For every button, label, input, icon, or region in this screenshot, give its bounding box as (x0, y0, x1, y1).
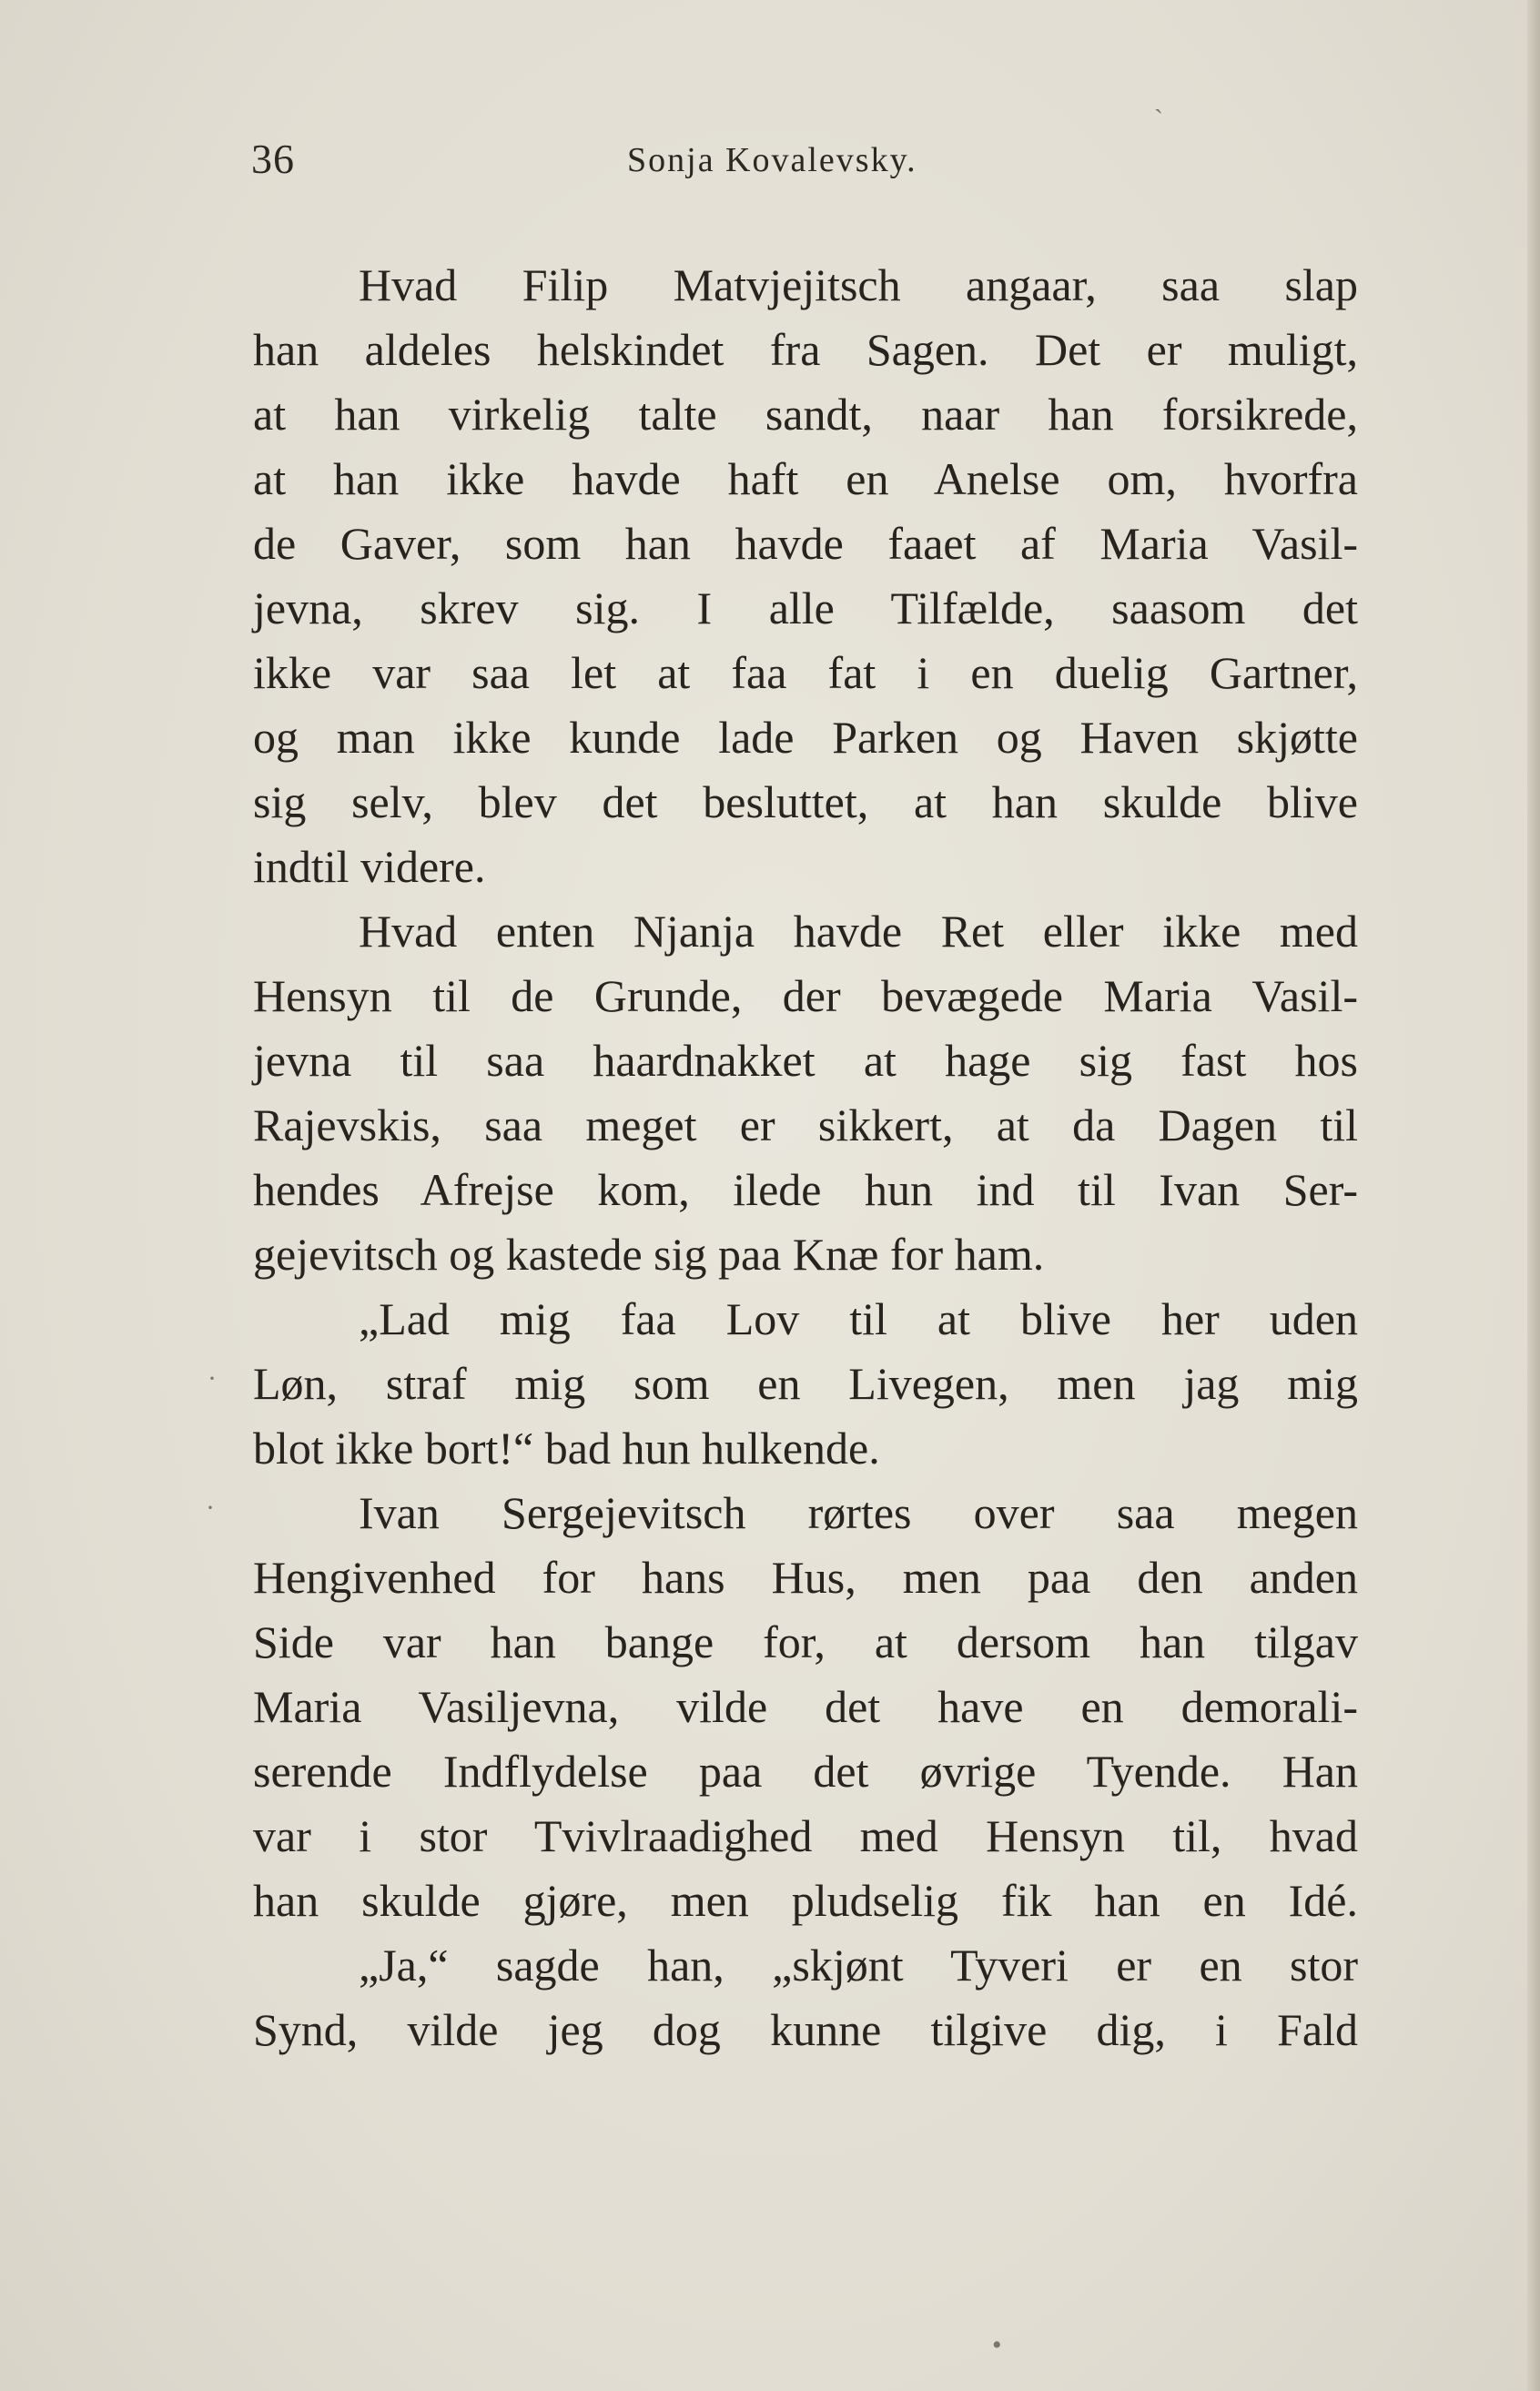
text-line: „Lad mig faa Lov til at blive her uden (359, 1293, 1358, 1344)
text-line: gejevitsch og kastede sig paa Knæ for ham. (253, 1229, 1045, 1280)
text-line: Rajevskis, saa meget er sikkert, at da Dagen til (253, 1099, 1358, 1150)
text-line: jevna til saa haardnakket at hage sig fast hos (253, 1035, 1358, 1086)
text-line: ikke var saa let at faa fat i en duelig Gartner, (253, 647, 1358, 698)
text-line: at han ikke havde haft en Anelse om, hvorfra (253, 453, 1358, 504)
text-body (253, 253, 1358, 2062)
text-line: Hvad Filip Matvjejitsch angaar, saa slap (359, 259, 1358, 310)
text-line: jevna, skrev sig. I alle Tilfælde, saasom det (253, 583, 1358, 633)
text-line: at han virkelig talte sandt, naar han forsikrede, (253, 389, 1358, 440)
text-line: Synd, vilde jeg dog kunne tilgive dig, i Fald (253, 2004, 1358, 2055)
text-line: han aldeles helskindet fra Sagen. Det er muligt, (253, 324, 1358, 375)
print-speck: · (206, 1493, 215, 1523)
text-line: var i stor Tvivlraadighed med Hensyn til, hvad (253, 1810, 1358, 1861)
page-edge (1527, 0, 1540, 2391)
text-line: Ivan Sergejevitsch rørtes over saa megen (359, 1487, 1358, 1538)
text-line: Hensyn til de Grunde, der bevægede Maria Vasil- (253, 970, 1358, 1021)
text-line: Hvad enten Njanja havde Ret eller ikke med (359, 906, 1358, 957)
text-line: de Gaver, som han havde faaet af Maria Vasil- (253, 518, 1358, 569)
text-line: han skulde gjøre, men pludselig fik han en Idé. (253, 1875, 1358, 1926)
text-line: Hengivenhed for hans Hus, men paa den anden (253, 1552, 1358, 1603)
text-line: sig selv, blev det besluttet, at han skulde blive (253, 776, 1358, 827)
running-head (251, 135, 979, 189)
print-speck: ˎ (1154, 84, 1163, 114)
text-line: indtil videre. (253, 841, 486, 892)
text-line: blot ikke bort!“ bad hun hulkende. (253, 1423, 880, 1474)
text-line: Maria Vasiljevna, vilde det have en demorali- (253, 1681, 1358, 1732)
print-speck: • (992, 2330, 1002, 2360)
text-line: Løn, straf mig som en Livegen, men jag mig (253, 1358, 1358, 1409)
text-line: Side var han bange for, at dersom han tilgav (253, 1616, 1358, 1667)
text-line: og man ikke kunde lade Parken og Haven skjøtte (253, 712, 1358, 763)
text-line: serende Indflydelse paa det øvrige Tyende. Han (253, 1746, 1358, 1797)
text-line: hendes Afrejse kom, ilede hun ind til Ivan Ser- (253, 1164, 1358, 1215)
text-line: „Ja,“ sagde han, „skjønt Tyveri er en stor (359, 1940, 1358, 1991)
page-number: 36 (251, 136, 295, 182)
print-speck: · (208, 1363, 217, 1393)
running-title: Sonja Kovalevsky. (627, 141, 917, 179)
